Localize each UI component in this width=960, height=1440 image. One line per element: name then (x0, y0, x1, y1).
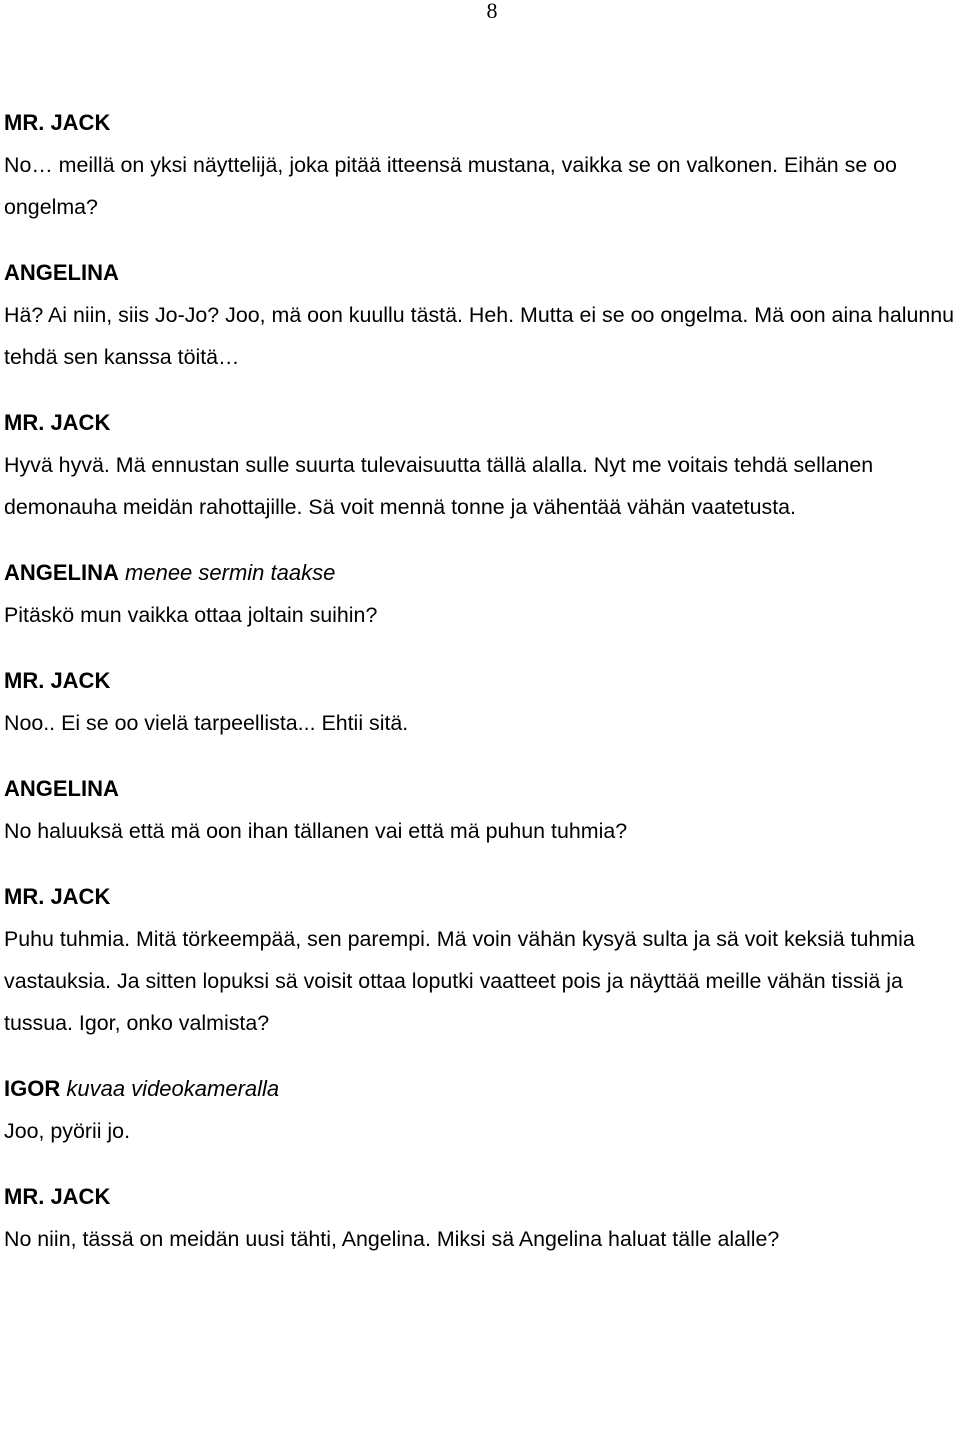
speaker-line (4, 768, 960, 810)
dialogue-text: Pitäskö mun vaikka ottaa joltain suihin? (4, 603, 378, 627)
speaker-name: IGOR (4, 1076, 61, 1101)
speaker-name: MR. JACK (4, 410, 111, 435)
speaker-line (4, 1068, 960, 1110)
dialogue-text: Hä? Ai niin, siis Jo-Jo? Joo, mä oon kuullu tästä. Heh. Mutta ei se oo ongelma. Mä oon aina halunnu tehdä sen kanssa töitä… (4, 303, 955, 369)
speaker-name: MR. JACK (4, 110, 111, 135)
speaker-name: MR. JACK (4, 668, 111, 693)
dialogue-text: No haluuksä että mä oon ihan tällanen vai että mä puhun tuhmia? (4, 819, 628, 843)
dialogue-block (4, 102, 960, 228)
dialogue-block (4, 402, 960, 528)
dialogue-block (4, 876, 960, 1044)
speaker-line (4, 1176, 960, 1218)
dialogue-block (4, 1176, 960, 1260)
speaker-name: MR. JACK (4, 884, 111, 909)
script-body (4, 102, 960, 1284)
speaker-line (4, 552, 960, 594)
page-number: 8 (486, 0, 498, 23)
speaker-line (4, 876, 960, 918)
speaker-line (4, 660, 960, 702)
dialogue-text: No niin, tässä on meidän uusi tähti, Angelina. Miksi sä Angelina haluat tälle alalle? (4, 1227, 780, 1251)
speaker-line (4, 102, 960, 144)
speaker-line (4, 252, 960, 294)
speaker-name: ANGELINA (4, 260, 119, 285)
dialogue-block (4, 660, 960, 744)
speaker-name: ANGELINA (4, 560, 119, 585)
speaker-line (4, 402, 960, 444)
dialogue-block (4, 252, 960, 378)
dialogue-text: No… meillä on yksi näyttelijä, joka pitää itteensä mustana, vaikka se on valkonen. Eihän se oo ongelma? (4, 153, 897, 219)
stage-direction: kuvaa videokameralla (66, 1076, 280, 1101)
dialogue-text: Noo.. Ei se oo vielä tarpeellista... Ehtii sitä. (4, 711, 409, 735)
speaker-name: MR. JACK (4, 1184, 111, 1209)
stage-direction: menee sermin taakse (125, 560, 336, 585)
speaker-name: ANGELINA (4, 776, 119, 801)
dialogue-text: Puhu tuhmia. Mitä törkeempää, sen parempi. Mä voin vähän kysyä sulta ja sä voit keksiä tuhmia vastauksia. Ja sitten lopuksi sä voisit ottaa loputki vaatteet pois ja näyttää meille vähän tissiä ja tussua. Igor, onko valmista? (4, 927, 915, 1035)
dialogue-block (4, 552, 960, 636)
dialogue-block (4, 1068, 960, 1152)
dialogue-text: Hyvä hyvä. Mä ennustan sulle suurta tulevaisuutta tällä alalla. Nyt me voitais tehdä sellanen demonauha meidän rahottajille. Sä voit mennä tonne ja vähentää vähän vaatetusta. (4, 453, 874, 519)
dialogue-text: Joo, pyörii jo. (4, 1119, 131, 1143)
dialogue-block (4, 768, 960, 852)
